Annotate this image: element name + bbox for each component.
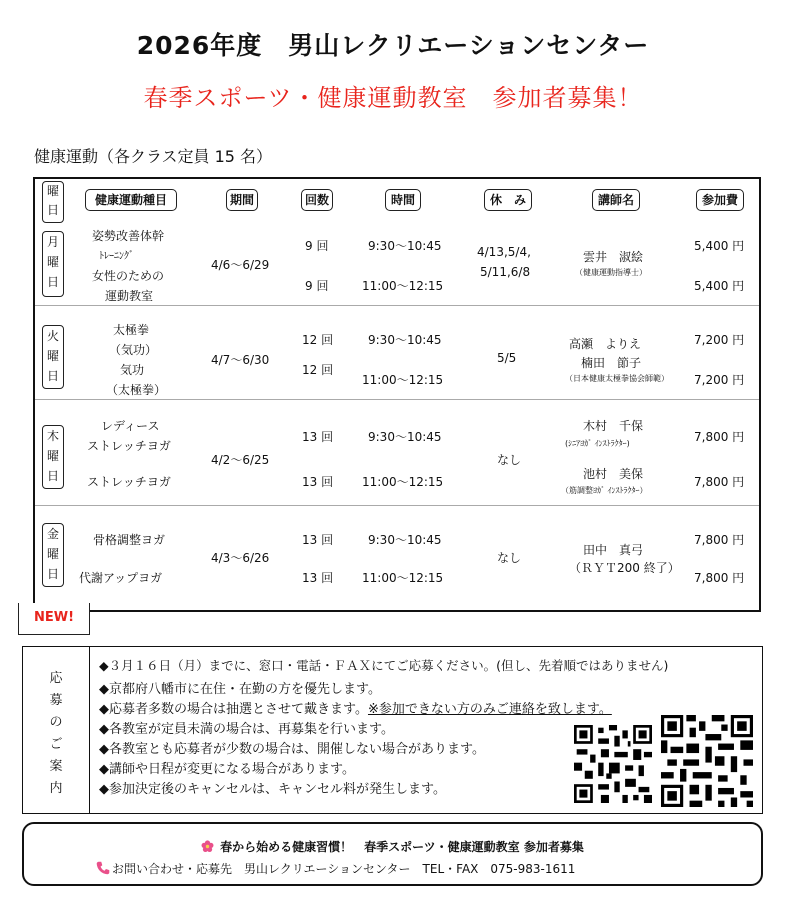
flower-icon xyxy=(201,840,214,853)
info-line-text: ◆応募者多数の場合は抽選とさせて戴きます。 xyxy=(99,702,368,717)
instructor: 木村 千保 xyxy=(583,419,644,433)
header-period: 期間 xyxy=(226,189,258,211)
header-instructor: 講師名 xyxy=(592,189,640,211)
event-name: 姿勢改善体幹 xyxy=(92,229,165,243)
day-char: 月 xyxy=(46,235,59,249)
event-name: （気功） xyxy=(109,343,158,357)
event-name: 骨格調整ヨガ xyxy=(93,533,166,547)
time: 9:30～10:45 xyxy=(368,430,442,444)
time: 9:30～10:45 xyxy=(368,333,442,347)
count: 13 回 xyxy=(302,430,334,444)
time: 11:00～12:15 xyxy=(362,475,444,489)
header-count: 回数 xyxy=(301,189,333,211)
page-title: 2026年度 男山レクリエーションセンター xyxy=(136,31,650,60)
time: 9:30～10:45 xyxy=(368,239,442,253)
fee: 7,200 円 xyxy=(694,373,745,387)
day-tuesday xyxy=(42,325,64,389)
event-name: レディース xyxy=(101,419,160,433)
day-char: 火 xyxy=(46,329,59,343)
fee: 7,800 円 xyxy=(694,475,745,489)
instructor-note: （ＲＹＴ200 終了） xyxy=(569,561,680,575)
holiday: なし xyxy=(497,453,522,467)
holiday: なし xyxy=(497,551,522,565)
header-event: 健康運動種目 xyxy=(85,189,177,211)
row-divider xyxy=(35,399,759,400)
instructor-note: （筋調整ﾖｶﾞ ｲﾝｽﾄﾗｸﾀｰ） xyxy=(561,486,648,495)
event-name: 気功 xyxy=(120,363,145,377)
fee: 7,200 円 xyxy=(694,333,745,347)
instructor-note: （日本健康太極拳協会師範） xyxy=(565,374,669,383)
info-label-char: ご xyxy=(49,737,63,752)
day-char: 日 xyxy=(46,275,59,289)
period: 4/2～6/25 xyxy=(211,453,270,467)
info-line: ◆参加決定後のキャンセルは、キャンセル料が発生します。 xyxy=(99,782,446,797)
qr-code-icon[interactable] xyxy=(574,725,652,803)
footer-headline xyxy=(24,838,761,855)
event-name: （太極拳） xyxy=(106,383,167,397)
day-char: 日 xyxy=(46,369,59,383)
event-name: 運動教室 xyxy=(105,289,154,303)
day-char: 日 xyxy=(46,469,59,483)
count: 12 回 xyxy=(302,333,334,347)
day-thursday xyxy=(42,425,64,489)
footer-headline-text: 春から始める健康習慣！ 春季スポーツ・健康運動教室 参加者募集 xyxy=(220,840,584,854)
row-divider xyxy=(35,505,759,506)
count: 13 回 xyxy=(302,533,334,547)
phone-icon xyxy=(96,861,110,875)
period: 4/3～6/26 xyxy=(211,551,270,565)
info-label-char: 案 xyxy=(49,759,63,774)
underlined-note: ※参加できない方のみご連絡を致します。 xyxy=(367,702,612,717)
info-label-char: の xyxy=(49,715,63,730)
instructor: 高瀬 よりえ xyxy=(569,337,642,351)
period: 4/7～6/30 xyxy=(211,353,270,367)
event-name: 太極拳 xyxy=(113,323,150,337)
header-fee: 参加費 xyxy=(696,189,744,211)
fee: 7,800 円 xyxy=(694,533,745,547)
footer-box xyxy=(22,822,763,886)
page-subtitle: 春季スポーツ・健康運動教室 参加者募集！ xyxy=(143,84,643,112)
event-name: 代謝アップヨガ xyxy=(79,571,163,585)
info-line: ◆京都府八幡市に在住・在勤の方を優先します。 xyxy=(99,682,381,697)
count: 12 回 xyxy=(302,363,334,377)
day-char: 曜 xyxy=(46,349,59,363)
instructor: 楠田 節子 xyxy=(581,356,642,370)
day-monday xyxy=(42,231,64,297)
info-line: ◆各教室が定員未満の場合は、再募集を行います。 xyxy=(99,722,394,737)
count: 9 回 xyxy=(305,239,329,253)
header-day-char: 曜 xyxy=(46,184,59,198)
holiday: 4/13,5/4, xyxy=(477,245,531,259)
info-line: ◆講師や日程が変更になる場合があります。 xyxy=(99,762,355,777)
instructor-note: （健康運動指導士） xyxy=(575,268,647,277)
time: 11:00～12:15 xyxy=(362,571,444,585)
row-divider xyxy=(35,305,759,306)
application-info xyxy=(22,646,763,814)
footer-contact xyxy=(96,860,575,877)
instructor-note: (ｼﾆｱﾖｶﾞ ｲﾝｽﾄﾗｸﾀｰ) xyxy=(565,439,630,448)
fee: 7,800 円 xyxy=(694,571,745,585)
day-friday xyxy=(42,523,64,587)
instructor: 田中 真弓 xyxy=(583,543,644,557)
period: 4/6～6/29 xyxy=(211,258,270,272)
info-line: ◆各教室とも応募者が少数の場合は、開催しない場合があります。 xyxy=(99,742,485,757)
time: 11:00～12:15 xyxy=(362,279,444,293)
header-holiday: 休 み xyxy=(484,189,532,211)
event-name: ストレッチヨガ xyxy=(87,475,171,489)
day-char: 木 xyxy=(46,429,59,443)
header-day xyxy=(42,181,64,223)
holiday: 5/5 xyxy=(497,351,517,365)
time: 11:00～12:15 xyxy=(362,373,444,387)
new-badge: NEW! xyxy=(18,603,90,635)
instructor: 池村 美保 xyxy=(583,467,644,481)
day-char: 曜 xyxy=(46,449,59,463)
event-name: ﾄﾚｰﾆﾝｸﾞ xyxy=(99,251,134,262)
day-char: 金 xyxy=(46,527,59,541)
day-char: 日 xyxy=(46,567,59,581)
count: 13 回 xyxy=(302,571,334,585)
info-line: ◆３月１６日（月）までに、窓口・電話・ＦＡＸにてご応募ください。(但し、先着順ではありません) xyxy=(99,658,669,673)
qr-code-icon[interactable] xyxy=(661,715,753,807)
footer-contact-text[interactable]: お問い合わせ・応募先 男山レクリエーションセンター TEL・FAX 075-983-1611 xyxy=(112,862,576,876)
fee: 5,400 円 xyxy=(694,279,745,293)
header-day-char: 日 xyxy=(46,203,59,217)
day-char: 曜 xyxy=(46,547,59,561)
info-label-char: 応 xyxy=(49,671,63,686)
holiday: 5/11,6/8 xyxy=(480,265,531,279)
header-time: 時間 xyxy=(385,189,421,211)
schedule-table xyxy=(33,177,761,612)
event-name: ストレッチヨガ xyxy=(87,439,171,453)
fee: 5,400 円 xyxy=(694,239,745,253)
event-name: 女性のための xyxy=(92,269,165,283)
count: 13 回 xyxy=(302,475,334,489)
fee: 7,800 円 xyxy=(694,430,745,444)
info-label-char: 募 xyxy=(49,693,63,708)
info-label-column xyxy=(23,647,90,813)
count: 9 回 xyxy=(305,279,329,293)
info-line-with-note xyxy=(99,698,612,717)
info-label-char: 内 xyxy=(49,781,63,796)
time: 9:30～10:45 xyxy=(368,533,442,547)
section-label: 健康運動（各クラス定員 15 名） xyxy=(34,147,273,166)
day-char: 曜 xyxy=(46,255,59,269)
instructor: 雲井 淑絵 xyxy=(583,250,644,264)
